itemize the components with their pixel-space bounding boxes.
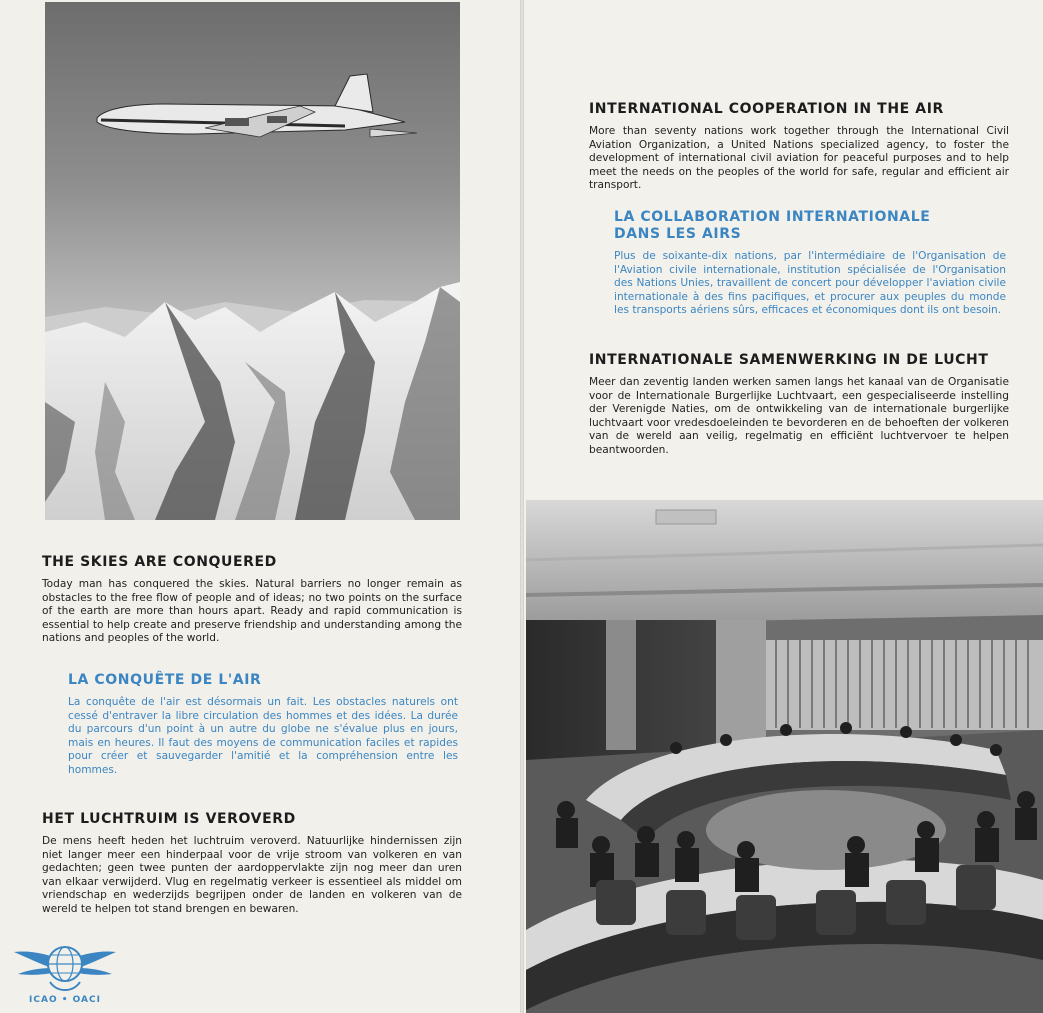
collaboration-internationale-heading [614, 209, 930, 243]
conference-room-photo [526, 500, 1043, 1013]
skies-conquered-body: Today man has conquered the skies. Natural barriers no longer remain as obstacles to the free flow of people and of ideas; no two points on the surface of the earth are more than hours apart. Ready and rapid communication is essential to help create and preserve friendship and understanding among the nations and peoples of the world. [42, 578, 462, 645]
collaboration-internationale-body: Plus de soixante-dix nations, par l'intermédiaire de l'Organisation de l'Aviation civile internationale, institution spécialisée de l'Organisation des Nations Unies, travaillent de concert pour développer l'aviation civile internationale à des fins pacifiques, et procurer aux peuples du monde les transports aériens sûrs, efficaces et économiques dont ils ont besoin. [614, 250, 1006, 317]
icao-oaci-logo-text: ICAO • OACI [29, 995, 101, 1005]
cooperation-air-body: More than seventy nations work together through the International Civil Aviation Organization, a United Nations specialized agency, to foster the development of international civil aviation for peaceful purposes and to help meet the needs on the peoples of the world for safe, regular and efficient air transport. [589, 125, 1009, 192]
right-page [524, 0, 1043, 1013]
left-page [0, 0, 520, 1013]
collaboration-heading-line-2: DANS LES AIRS [614, 226, 742, 242]
conquete-air-body: La conquête de l'air est désormais un fait. Les obstacles naturels ont cessé d'entraver la libre circulation des hommes et des idées. La durée du parcours d'un point à un autre du globe ne s'évalue plus en jours, mais en heures. Il faut des moyens de communication faciles et rapides pour créer et sauvegarder l'amitié et la compréhension entre les hommes. [68, 696, 458, 776]
collaboration-heading-line-1: LA COLLABORATION INTERNATIONALE [614, 209, 931, 225]
icao-oaci-logo [10, 932, 120, 1006]
samenwerking-lucht-heading: INTERNATIONALE SAMENWERKING IN DE LUCHT [589, 352, 989, 368]
airplane-over-mountains-photo [45, 2, 460, 520]
cooperation-air-heading: INTERNATIONAL COOPERATION IN THE AIR [589, 101, 944, 117]
skies-conquered-heading: THE SKIES ARE CONQUERED [42, 554, 277, 570]
samenwerking-lucht-body: Meer dan zeventig landen werken samen langs het kanaal van de Organisatie voor de Internationale Burgerlijke Luchtvaart, een gespecialiseerde instelling der Verenigde Naties, om de ontwikkeling van de internationale burgerlijke luchtvaart voor vredesdoeleinden te bevorderen en de behoeften der volkeren van de wereld aan veilig, regelmatig en efficiënt luchtvervoer te helpen beantwoorden. [589, 376, 1009, 456]
luchtruim-veroverd-heading: HET LUCHTRUIM IS VEROVERD [42, 811, 296, 827]
luchtruim-veroverd-body: De mens heeft heden het luchtruim veroverd. Natuurlijke hindernissen zijn niet langer meer een hinderpaal voor de vrije stroom van volkeren en van gedachten; geen twee punten der aardoppervlakte zijn nog meer dan uren van elkaar verwijderd. Vlug en regelmatig verkeer is essentieel als middel om vriendschap en wederzijds begrijpen onder de landen en volkeren van de wereld te helpen tot stand brengen en bewaren. [42, 835, 462, 915]
conquete-air-heading: LA CONQUÊTE DE L'AIR [68, 672, 262, 688]
